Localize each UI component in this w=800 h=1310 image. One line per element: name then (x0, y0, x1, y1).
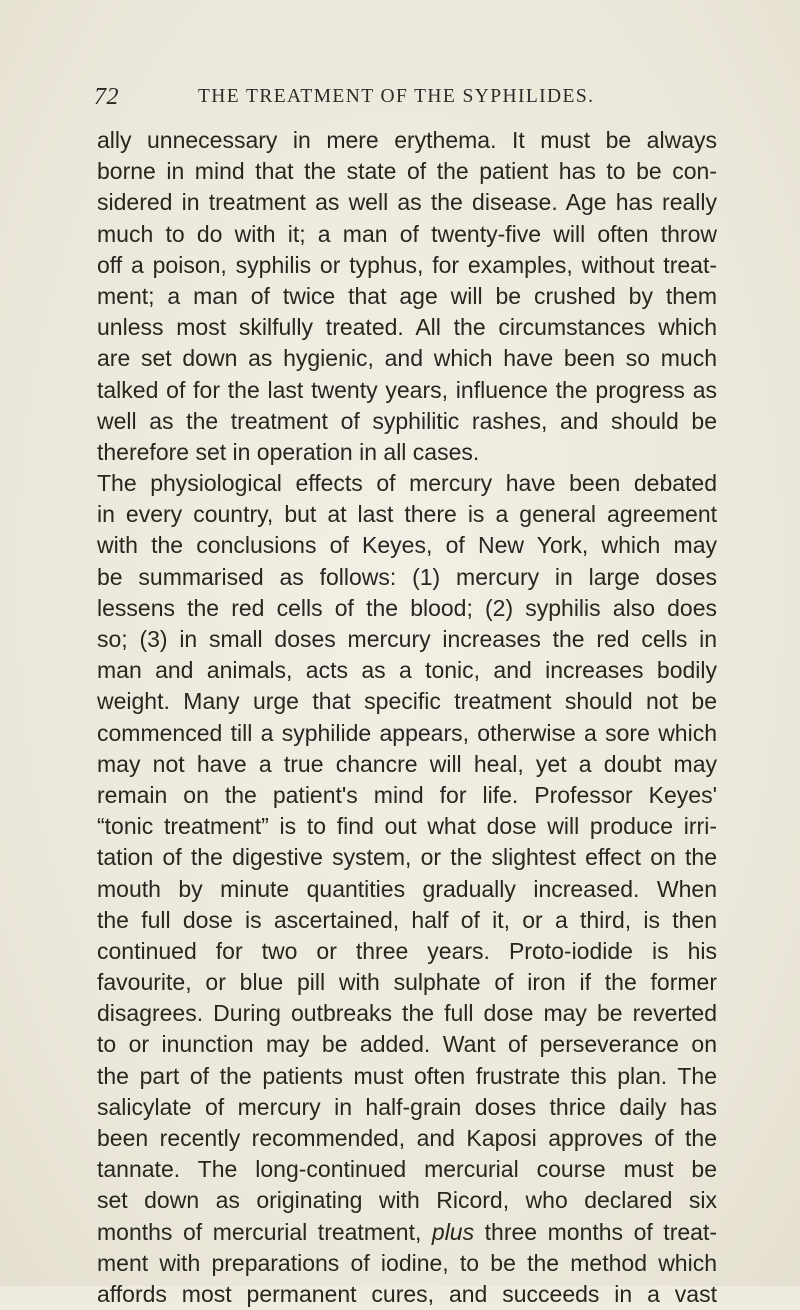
text-line: remain on the patient's mind for life. Professor Keyes' (97, 781, 717, 808)
paragraph-end-line: therefore set in operation in all cases. (97, 438, 480, 465)
text-line: favourite, or blue pill with sulphate of iron if the former (97, 969, 717, 996)
text-line: ally unnecessary in mere erythema. It must be always (97, 127, 717, 153)
text-line: mouth by minute quantities gradually increased. When (97, 875, 717, 902)
text-line: affords most permanent cures, and succeeds in a vast (97, 1280, 717, 1307)
text-line: tation of the digestive system, or the slightest effect on the (97, 844, 717, 871)
text-line: ment; a man of twice that age will be crushed by them (97, 282, 717, 309)
text-line: unless most skilfully treated. All the circumstances which (97, 314, 717, 341)
text-line-with-italic (97, 1217, 717, 1248)
text-line: set down as originating with Ricord, who declared six (97, 1187, 717, 1214)
text-line: may not have a true chancre will heal, yet a doubt may (97, 750, 717, 777)
italic-word: plus (431, 1218, 475, 1245)
text-line: so; (3) in small doses mercury increases the red cells in (97, 626, 717, 652)
line-part: three months of treat- (474, 1218, 717, 1245)
line-part: months of mercurial treatment, (97, 1218, 432, 1245)
text-line: are set down as hygienic, and which have been so much (97, 345, 717, 372)
text-line: the full dose is ascertained, half of it, or a third, is then (97, 906, 717, 933)
text-line: the part of the patients must often frustrate this plan. The (97, 1062, 717, 1089)
text-line: weight. Many urge that specific treatment should not be (97, 688, 717, 715)
text-line: man and animals, acts as a tonic, and increases bodily (97, 657, 717, 684)
text-line: much to do with it; a man of twenty-five will often throw (97, 220, 717, 247)
text-line: borne in mind that the state of the patient has to be con- (97, 158, 717, 185)
text-line: in every country, but at last there is a general agreement (97, 501, 717, 528)
text-line: well as the treatment of syphilitic rashes, and should be (97, 407, 717, 434)
text-line: salicylate of mercury in half-grain doses thrice daily has (97, 1093, 717, 1120)
text-line: commenced till a syphilide appears, otherwise a sore which (97, 719, 717, 746)
text-line: ment with preparations of iodine, to be the method which (97, 1249, 717, 1276)
text-line: continued for two or three years. Proto-iodide is his (97, 937, 717, 964)
text-line: lessens the red cells of the blood; (2) syphilis also does (97, 594, 717, 621)
text-line: off a poison, syphilis or typhus, for examples, without treat- (97, 251, 717, 278)
text-line: tannate. The long-continued mercurial course must be (97, 1156, 717, 1183)
text-line: be summarised as follows: (1) mercury in large doses (97, 563, 717, 590)
text-line: “tonic treatment” is to find out what dose will produce irri- (97, 813, 717, 840)
text-line: to or inunction may be added. Want of perseverance on (97, 1031, 717, 1058)
text-line: talked of for the last twenty years, influence the progress as (97, 376, 717, 403)
text-line: with the conclusions of Keyes, of New York, which may (97, 532, 717, 559)
text-line: disagrees. During outbreaks the full dose may be reverted (97, 1000, 717, 1027)
text-line: been recently recommended, and Kaposi approves of the (97, 1125, 717, 1151)
body-text (97, 125, 717, 1310)
page-number: 72 (94, 84, 119, 110)
running-head (94, 84, 704, 114)
paragraph-start-line: The physiological effects of mercury have been debated (97, 470, 717, 497)
text-line: sidered in treatment as well as the disease. Age has really (97, 189, 717, 216)
running-head-title: THE TREATMENT OF THE SYPHILIDES. (198, 86, 595, 107)
